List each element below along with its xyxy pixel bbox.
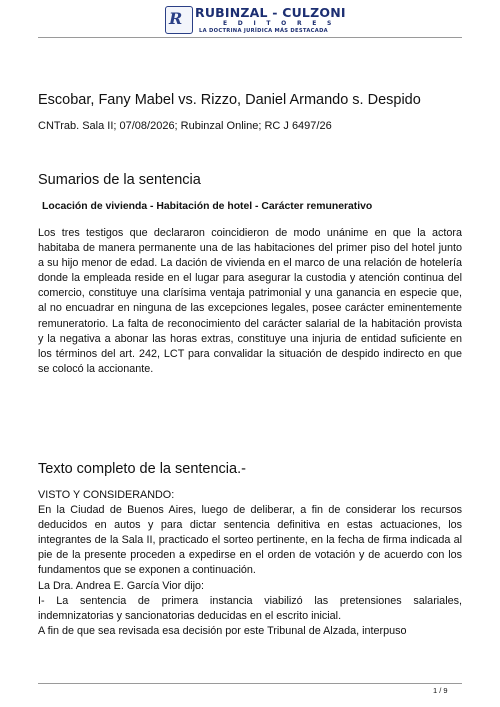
summary-paragraph: Los tres testigos que declararon coincidieron de modo unánime en que la actora habitaba de manera permanente una de las habitaciones del primer piso del hotel junto a su hijo menor de edad. La dación de vivienda en el marco de una relación de hotelería donde la empleada reside en el lugar para asegurar la custodia y atención continua del comercio, constituye una clarísima ventaja patrimonial y una ganancia en especie que, al no encuadrar en ninguna de las excepciones legales, posee carácter eminentemente remuneratorio. La falta de reconocimiento del carácter salarial de la habitación provista y la negativa a abonar las horas extras, constituye una injuria de entidad suficiente en los términos del art. 242, LCT para convalidar la situación de despido indirecto en que se colocó la accionante.: [38, 227, 462, 375]
header-divider: [38, 37, 462, 38]
full-text-line: VISTO Y CONSIDERANDO:: [38, 489, 175, 501]
case-title: Escobar, Fany Mabel vs. Rizzo, Daniel Armando s. Despido: [38, 92, 421, 108]
logo-mark-icon: R: [165, 6, 193, 34]
full-text-heading: Texto completo de la sentencia.-: [38, 461, 246, 477]
logo-tagline: LA DOCTRINA JURÍDICA MÁS DESTACADA: [199, 28, 329, 34]
full-text-line: La Dra. Andrea E. García Vior dijo:: [38, 579, 205, 592]
page-number: 1 / 9: [433, 686, 448, 695]
summary-heading: Sumarios de la sentencia: [38, 172, 201, 188]
summary-subheading: Locación de vivienda - Habitación de hotel - Carácter remunerativo: [42, 201, 373, 212]
full-text-line: I- La sentencia de primera instancia viabilizó las pretensiones salariales, indemnizatorias y sancionatorias deducidas en el escrito inicial.: [38, 594, 462, 622]
logo-subtitle: E D I T O R E S: [223, 20, 336, 27]
full-text-line: En la Ciudad de Buenos Aires, luego de deliberar, a fin de considerar los recursos deducidos en autos y para dictar sentencia definitiva en estas actuaciones, los integrantes de la Sala II, practicado el sorteo pertinente, en la fecha de firma indicada al pie de la presente proceden a expedirse en el orden de votación y de acuerdo con los fundamentos que se exponen a continuación.: [38, 504, 462, 577]
footer-divider: [38, 683, 462, 684]
publisher-logo: [165, 4, 346, 36]
page-header: [0, 0, 500, 40]
case-citation: CNTrab. Sala II; 07/08/2026; Rubinzal Online; RC J 6497/26: [38, 120, 332, 132]
logo-name: RUBINZAL - CULZONI: [195, 5, 346, 20]
full-text-line: A fin de que sea revisada esa decisión por este Tribunal de Alzada, interpuso: [38, 624, 407, 637]
full-text-body: [38, 488, 462, 639]
